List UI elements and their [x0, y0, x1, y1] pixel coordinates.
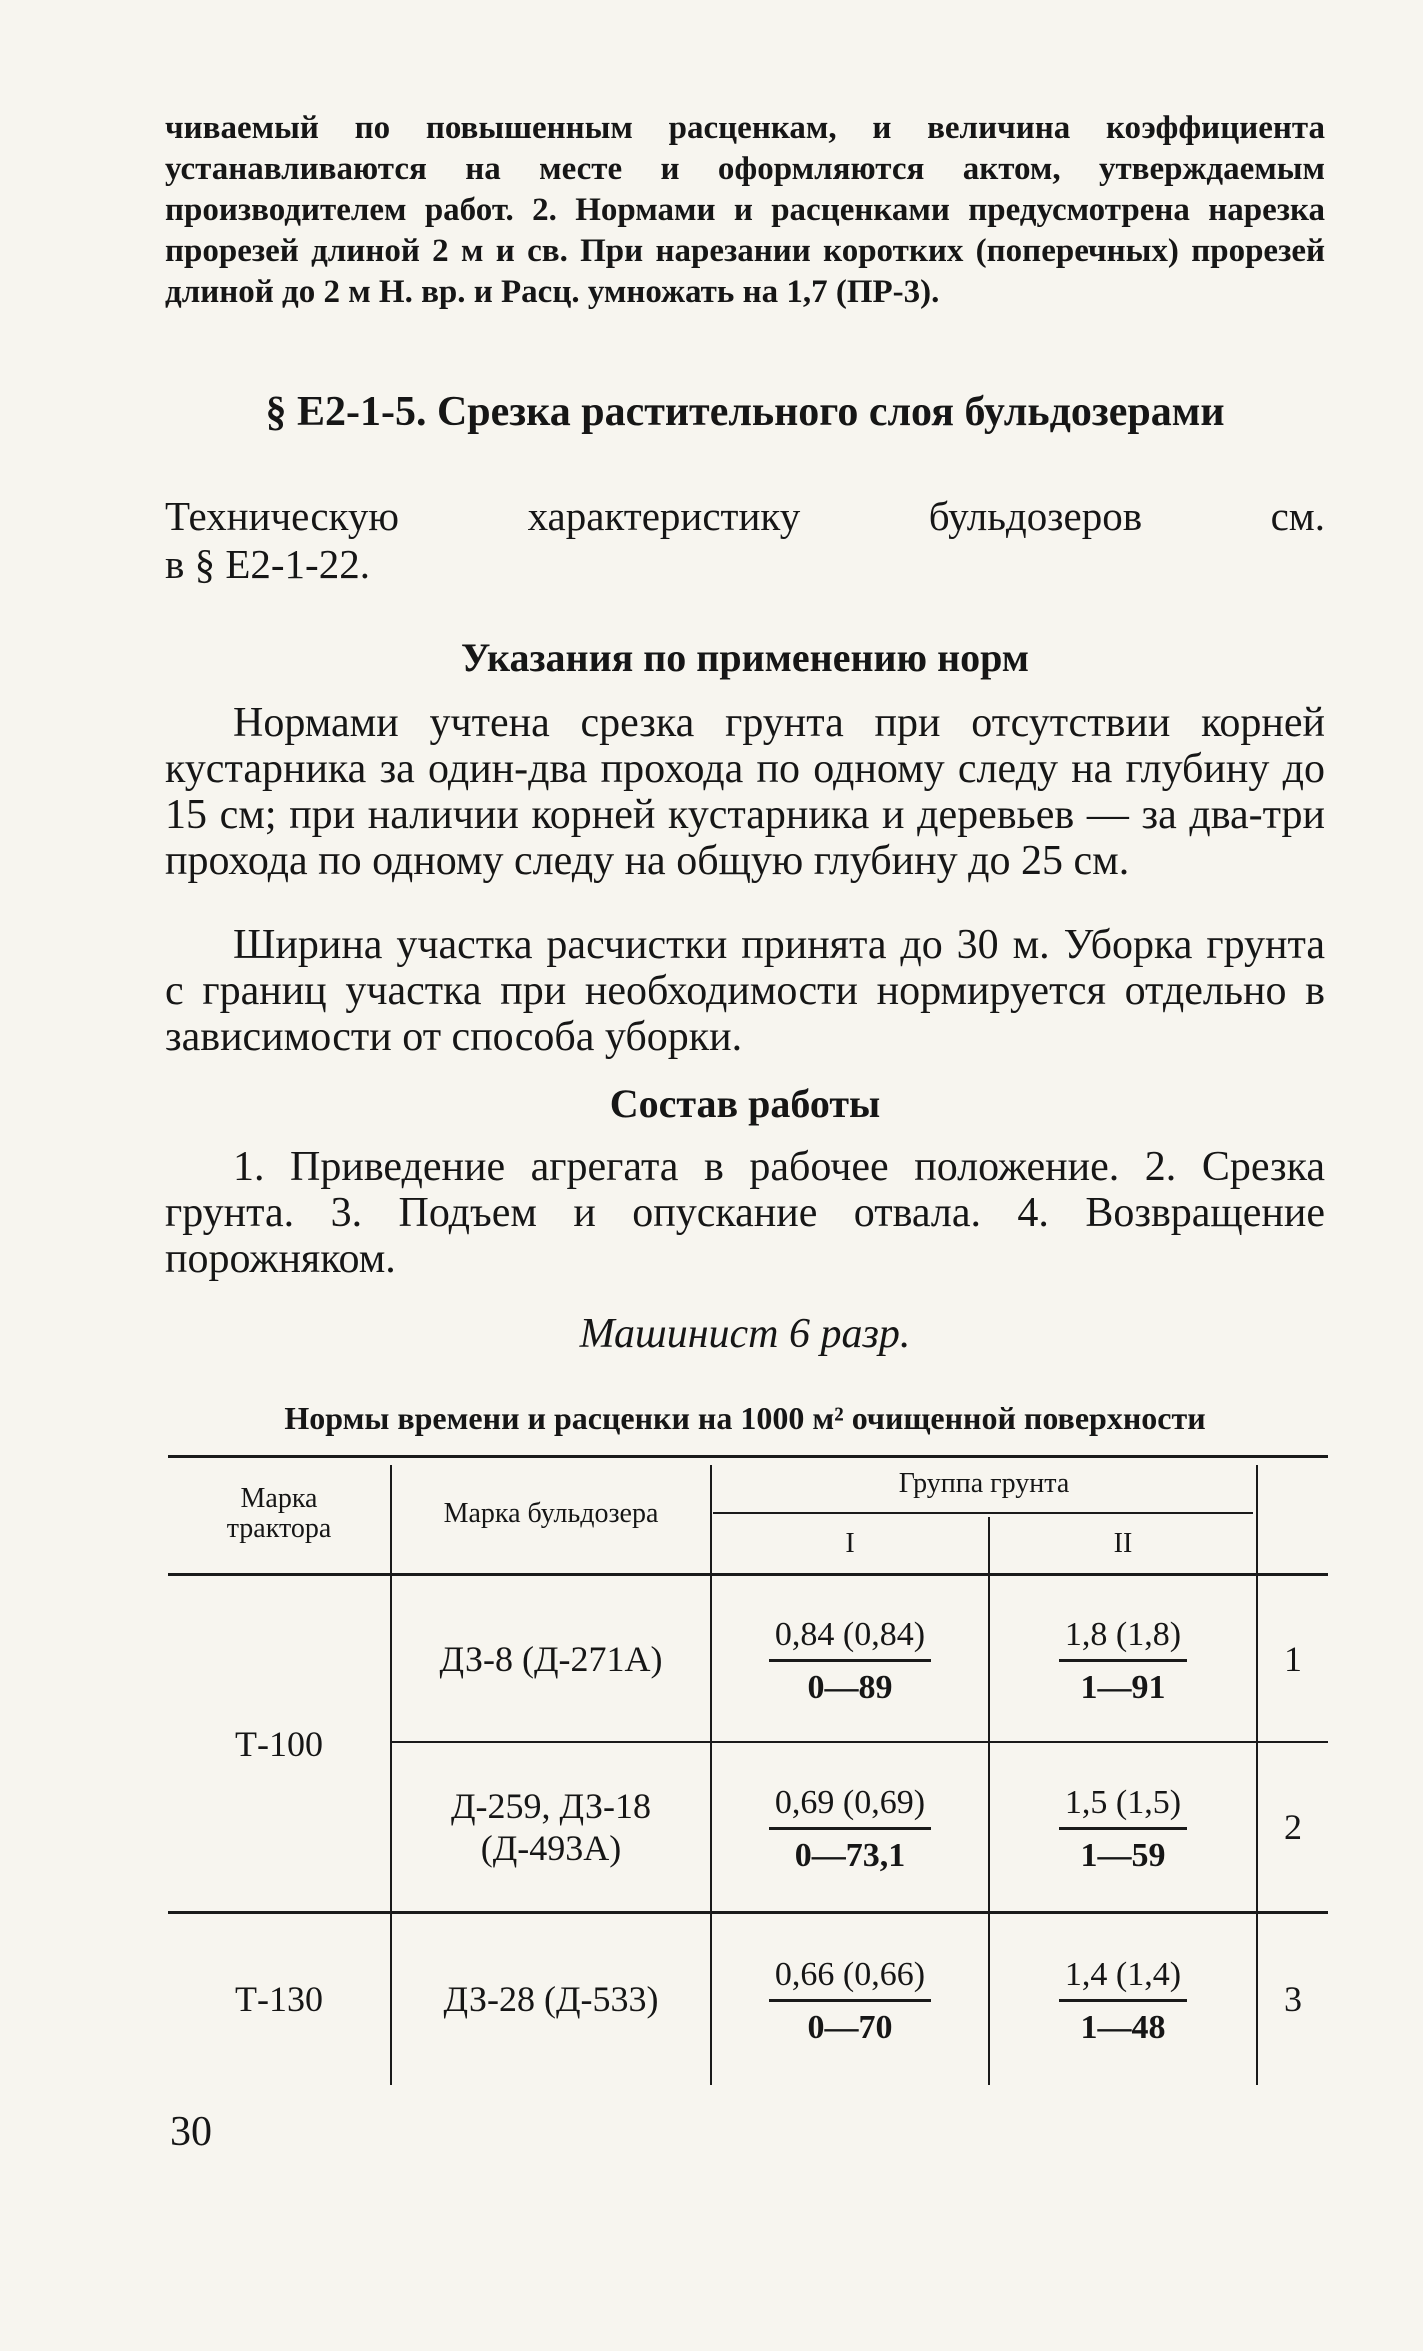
reference-word: бульдозеров [928, 493, 1143, 539]
reference-line-2: в § Е2-1-22. [165, 541, 370, 587]
reference-paragraph [165, 492, 1325, 588]
rate-price: 1—48 [1080, 2009, 1166, 2046]
time-norm: 0,69 (0,69) [769, 1783, 931, 1830]
bulldozer-cell: Д-259, ДЗ-18 (Д-493А) [450, 1786, 652, 1868]
row-number: 3 [1284, 1979, 1302, 2019]
header-group-2: II [1113, 1527, 1133, 1559]
rate-price: 0—89 [807, 1669, 893, 1706]
reference-word: см. [1270, 493, 1325, 539]
time-norm: 1,8 (1,8) [1059, 1615, 1187, 1662]
rate-price: 1—59 [1080, 1837, 1166, 1874]
tractor-t100: Т-100 [235, 1723, 323, 1764]
work-heading: Состав работы [609, 1081, 881, 1126]
time-norm: 0,84 (0,84) [769, 1615, 931, 1662]
header-tractor: Марка трактора [226, 1483, 332, 1544]
header-group-1: I [845, 1527, 855, 1559]
work-paragraph: 1. Приведение агрегата в рабочее положение. 2. Срезка грунта. 3. Подъем и опускание отвала. 4. Возвращение порожняком. [165, 1144, 1325, 1282]
reference-word: характеристику [527, 493, 801, 539]
guidance-paragraph-1: Нормами учтена срезка грунта при отсутствии корней кустарника за один-два прохода по одному следу на глубину до 15 см; при наличии корней кустарника и деревьев — за два-три прохода по одному следу на общую глубину до 25 см. [165, 700, 1325, 884]
tractor-t130: Т-130 [235, 1979, 323, 2019]
reference-line-1 [165, 492, 1325, 540]
rate-fraction [990, 1955, 1256, 2048]
rate-fraction [990, 1783, 1256, 1876]
bulldozer-cell: ДЗ-28 (Д-533) [443, 1979, 659, 2019]
rate-price: 1—91 [1080, 1669, 1166, 1706]
header-soil-group: Группа грунта [898, 1467, 1070, 1499]
rate-fraction [712, 1783, 988, 1876]
guidance-paragraph-2: Ширина участка расчистки принята до 30 м. Уборка грунта с границ участка при необходимости нормируется отдельно в зависимости от способа уборки. [165, 922, 1325, 1060]
intro-paragraph: чиваемый по повышенным расценкам, и величина коэффициента устанавливаются на месте и оформляются актом, утверждаемым производителем работ. 2. Нормами и расценками предусмотрена нарезка прорезей длиной 2 м и св. При нарезании коротких (поперечных) прорезей длиной до 2 м Н. вр. и Расц. умножать на 1,7 (ПР-3). [165, 110, 1325, 310]
time-norm: 1,5 (1,5) [1059, 1783, 1187, 1830]
row-number: 2 [1284, 1807, 1302, 1847]
row-number: 1 [1284, 1638, 1302, 1679]
bulldozer-cell: ДЗ-8 (Д-271А) [439, 1638, 663, 1679]
guidance-heading: Указания по применению норм [460, 635, 1030, 680]
reference-word: Техническую [165, 493, 400, 539]
rate-price: 0—70 [807, 2009, 893, 2046]
rate-fraction [712, 1615, 988, 1708]
rate-price: 0—73,1 [794, 1837, 906, 1874]
time-norm: 1,4 (1,4) [1059, 1955, 1187, 2002]
page-number: 30 [170, 2109, 212, 2155]
norms-table [168, 1455, 1328, 2087]
rate-fraction [990, 1615, 1256, 1708]
time-norm: 0,66 (0,66) [769, 1955, 931, 2002]
worker-role: Машинист 6 разр. [579, 1311, 911, 1357]
rate-fraction [712, 1955, 988, 2048]
section-title: § Е2-1-5. Срезка растительного слоя бульдозерами [265, 389, 1225, 435]
table-caption: Нормы времени и расценки на 1000 м² очищенной поверхности [284, 1400, 1206, 1436]
header-bulldozer: Марка бульдозера [443, 1498, 659, 1529]
